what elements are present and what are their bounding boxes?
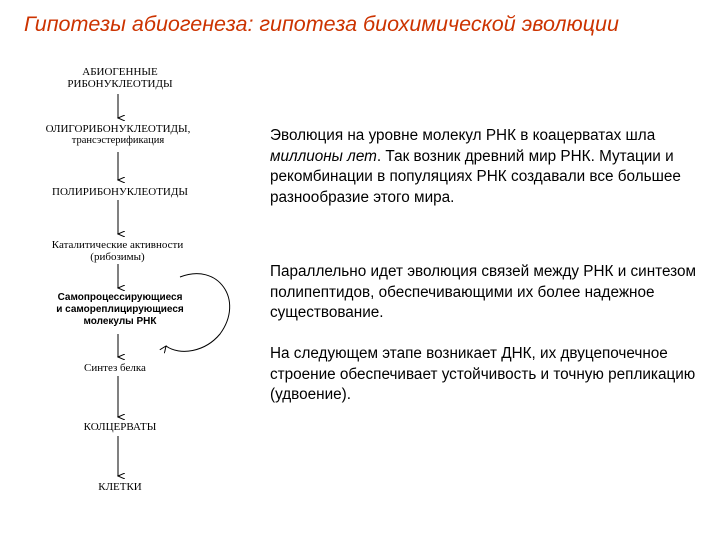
node-polyribonucleotides: ПОЛИРИБОНУКЛЕОТИДЫ [52, 186, 188, 198]
paragraph-rna-world: Эволюция на уровне молекул РНК в коацерватах шла миллионы лет. Так возник древний мир РНК. Мутации и рекомбинации в популяциях РНК создавали все большее разнообразие этого мира. [270, 127, 681, 206]
paragraph-polypeptides: Параллельно идет эволюция связей между РНК и синтезом полипептидов, обеспечивающими их более надежное существование. [270, 263, 697, 321]
evolution-flow-diagram [0, 0, 260, 540]
slide-title: Гипотезы абиогенеза: гипотеза биохимической эволюции [24, 12, 619, 36]
node-coacervates: КОЛЦЕРВАТЫ [83, 421, 157, 433]
node-abiogenic-ribonucleotides: АБИОГЕННЫЕ РИБОНУКЛЕОТИДЫ [67, 66, 173, 90]
node-catalytic-activity: Каталитические активности (рибозимы) [51, 239, 184, 263]
node-oligoribonucleotides: ОЛИГОРИБОНУКЛЕОТИДЫ, трансэстерификация [45, 123, 191, 146]
node-protein-synthesis: Синтез белка [84, 362, 146, 374]
paragraph-dna: На следующем этапе возникает ДНК, их двуцепочечное строение обеспечивает устойчивость и точную репликацию (удвоение). [270, 345, 696, 403]
node-self-replicating-rna: Самопроцессирующиеся и самореплицирующиеся молекулы РНК [56, 292, 184, 327]
node-cells: КЛЕТКИ [98, 481, 142, 493]
